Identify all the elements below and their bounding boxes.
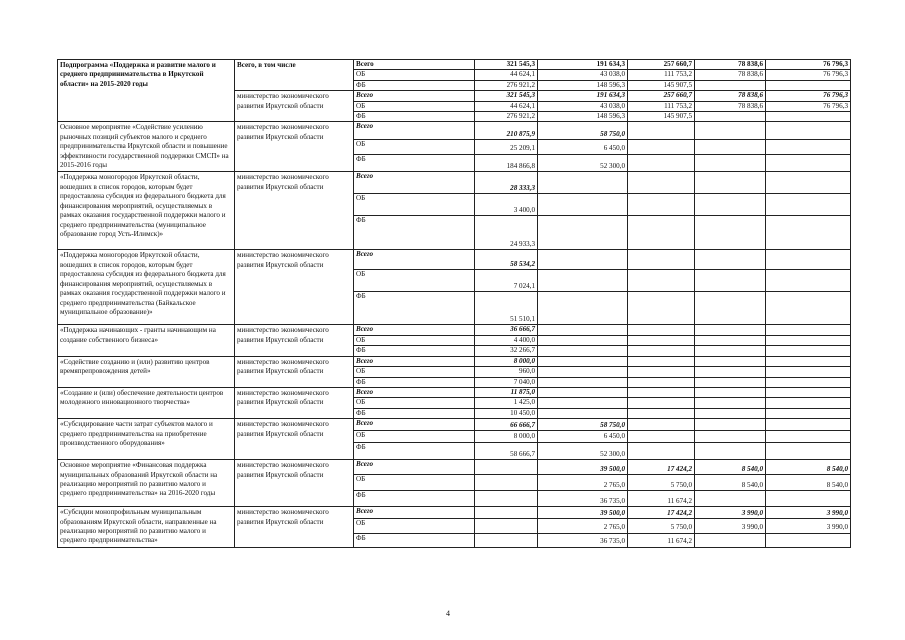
amount-cell: 58 534,2 xyxy=(475,250,538,270)
amount-cell xyxy=(766,335,851,345)
amount-cell: 257 660,7 xyxy=(628,91,695,101)
table-row xyxy=(58,507,851,519)
amount-cell xyxy=(695,533,766,547)
amount-cell: 5 750,0 xyxy=(628,475,695,491)
amount-cell xyxy=(695,216,766,250)
amount-cell xyxy=(695,377,766,387)
amount-cell xyxy=(475,519,538,533)
amount-cell: 8 540,0 xyxy=(766,460,851,475)
amount-cell: 3 400,0 xyxy=(475,194,538,216)
amount-cell xyxy=(766,112,851,122)
amount-cell xyxy=(538,377,628,387)
amount-cell xyxy=(695,154,766,172)
table-row xyxy=(58,419,851,431)
amount-cell: 8 000,0 xyxy=(475,356,538,366)
page-number: 4 xyxy=(446,609,450,618)
amount-cell xyxy=(695,356,766,366)
amount-cell: 321 545,3 xyxy=(475,91,538,101)
amount-cell xyxy=(766,398,851,408)
amount-cell xyxy=(628,122,695,140)
executor-name: министерство экономического развития Иркутской области xyxy=(235,172,354,250)
amount-cell xyxy=(695,398,766,408)
amount-cell xyxy=(538,356,628,366)
amount-cell xyxy=(628,292,695,325)
amount-cell xyxy=(538,194,628,216)
amount-cell xyxy=(695,431,766,443)
amount-cell: 43 038,0 xyxy=(538,101,628,111)
executor-name: министерство экономического развития Иркутской области xyxy=(235,325,354,356)
amount-cell xyxy=(538,250,628,270)
amount-cell xyxy=(695,122,766,140)
amount-cell xyxy=(538,270,628,292)
amount-cell xyxy=(766,443,851,460)
funding-source: ФБ xyxy=(354,216,475,250)
amount-cell xyxy=(766,172,851,194)
amount-cell: 39 500,0 xyxy=(538,507,628,519)
amount-cell: 11 674,2 xyxy=(628,533,695,547)
amount-cell: 145 907,5 xyxy=(628,80,695,90)
executor-name: Всего, в том числе xyxy=(235,60,354,91)
amount-cell xyxy=(766,216,851,250)
amount-cell: 78 838,6 xyxy=(695,70,766,80)
table-row xyxy=(58,325,851,335)
amount-cell: 36 735,0 xyxy=(538,491,628,507)
amount-cell xyxy=(695,250,766,270)
amount-cell: 4 400,0 xyxy=(475,335,538,345)
amount-cell xyxy=(766,270,851,292)
amount-cell xyxy=(695,292,766,325)
funding-source: ФБ xyxy=(354,292,475,325)
amount-cell: 8 540,0 xyxy=(766,475,851,491)
executor-name: министерство экономического развития Иркутской области xyxy=(235,356,354,387)
amount-cell xyxy=(538,325,628,335)
funding-source: Всего xyxy=(354,356,475,366)
measure-name: «Субсидии монопрофильным муниципальным образованиям Иркутской области, направленные на реализацию мероприятий по развитию малого и среднего предпринимательства» xyxy=(58,507,235,548)
executor-name: министерство экономического развития Иркутской области xyxy=(235,122,354,172)
amount-cell: 191 634,3 xyxy=(538,60,628,70)
amount-cell xyxy=(628,398,695,408)
amount-cell xyxy=(695,443,766,460)
amount-cell: 58 750,0 xyxy=(538,419,628,431)
funding-source: ОБ xyxy=(354,367,475,377)
table-row xyxy=(58,460,851,475)
amount-cell xyxy=(766,346,851,356)
funding-source: ОБ xyxy=(354,70,475,80)
amount-cell xyxy=(628,356,695,366)
amount-cell: 25 209,1 xyxy=(475,140,538,155)
amount-cell xyxy=(766,154,851,172)
amount-cell: 76 796,3 xyxy=(766,101,851,111)
amount-cell: 28 333,3 xyxy=(475,172,538,194)
amount-cell xyxy=(628,250,695,270)
amount-cell xyxy=(475,475,538,491)
amount-cell xyxy=(628,270,695,292)
budget-table-body xyxy=(58,60,851,548)
amount-cell xyxy=(766,194,851,216)
funding-source: Всего xyxy=(354,460,475,475)
amount-cell xyxy=(538,408,628,418)
amount-cell xyxy=(695,172,766,194)
funding-source: ФБ xyxy=(354,112,475,122)
amount-cell: 191 634,3 xyxy=(538,91,628,101)
amount-cell xyxy=(628,140,695,155)
table-row xyxy=(58,250,851,270)
amount-cell xyxy=(695,270,766,292)
funding-source: Всего xyxy=(354,387,475,397)
amount-cell xyxy=(766,356,851,366)
amount-cell xyxy=(766,367,851,377)
amount-cell xyxy=(628,194,695,216)
amount-cell: 10 450,0 xyxy=(475,408,538,418)
amount-cell xyxy=(628,216,695,250)
amount-cell xyxy=(766,250,851,270)
funding-source: Всего xyxy=(354,325,475,335)
amount-cell xyxy=(695,335,766,345)
amount-cell: 8 540,0 xyxy=(695,460,766,475)
table-row xyxy=(58,122,851,140)
amount-cell: 76 796,3 xyxy=(766,60,851,70)
amount-cell xyxy=(695,112,766,122)
amount-cell xyxy=(538,387,628,397)
funding-source: Всего xyxy=(354,60,475,70)
amount-cell: 51 510,1 xyxy=(475,292,538,325)
amount-cell: 5 750,0 xyxy=(628,519,695,533)
amount-cell: 7 040,0 xyxy=(475,377,538,387)
amount-cell xyxy=(538,398,628,408)
amount-cell xyxy=(475,507,538,519)
funding-source: Всего xyxy=(354,122,475,140)
measure-name: Подпрограмма «Поддержка и развитие малого и среднего предпринимательства в Иркутской области» на 2015-2020 годы xyxy=(58,60,235,122)
amount-cell xyxy=(766,377,851,387)
table-row xyxy=(58,387,851,397)
executor-name: министерство экономического развития Иркутской области xyxy=(235,419,354,460)
executor-name: министерство экономического развития Иркутской области xyxy=(235,91,354,122)
amount-cell xyxy=(766,431,851,443)
amount-cell: 2 765,0 xyxy=(538,475,628,491)
amount-cell xyxy=(695,491,766,507)
executor-name: министерство экономического развития Иркутской области xyxy=(235,387,354,418)
amount-cell: 11 674,2 xyxy=(628,491,695,507)
amount-cell xyxy=(628,172,695,194)
amount-cell: 76 796,3 xyxy=(766,70,851,80)
amount-cell: 1 425,0 xyxy=(475,398,538,408)
amount-cell: 148 596,3 xyxy=(538,80,628,90)
amount-cell: 36 735,0 xyxy=(538,533,628,547)
amount-cell xyxy=(766,325,851,335)
measure-name: «Поддержка моногородов Иркутской области, вошедших в список городов, которым будет предоставлена субсидия из федерального бюджета для финансирования мероприятий, осуществляемых в рамках оказания государственной поддержки малого и среднего предпринимательства (Байкальское муниципальное образование)» xyxy=(58,250,235,325)
measure-name: Основное мероприятие «Содействие усилению рыночных позиций субъектов малого и среднего предпринимательства Иркутской области и повышение эффективности государственной поддержки СМСП» на 2015-2016 годы xyxy=(58,122,235,172)
amount-cell xyxy=(538,335,628,345)
amount-cell xyxy=(695,346,766,356)
amount-cell xyxy=(766,533,851,547)
amount-cell: 111 753,2 xyxy=(628,101,695,111)
amount-cell xyxy=(628,377,695,387)
amount-cell: 44 624,1 xyxy=(475,101,538,111)
amount-cell: 210 875,9 xyxy=(475,122,538,140)
funding-source: ФБ xyxy=(354,533,475,547)
amount-cell xyxy=(628,419,695,431)
amount-cell xyxy=(695,419,766,431)
table-row xyxy=(58,356,851,366)
amount-cell: 3 990,0 xyxy=(695,519,766,533)
amount-cell xyxy=(766,80,851,90)
table-row xyxy=(58,60,851,70)
amount-cell: 7 024,1 xyxy=(475,270,538,292)
funding-source: ФБ xyxy=(354,491,475,507)
amount-cell: 8 540,0 xyxy=(695,475,766,491)
amount-cell: 3 990,0 xyxy=(766,519,851,533)
funding-source: ОБ xyxy=(354,398,475,408)
amount-cell xyxy=(475,491,538,507)
amount-cell xyxy=(538,172,628,194)
funding-source: Всего xyxy=(354,507,475,519)
measure-name: Основное мероприятие «Финансовая поддержка муниципальных образований Иркутской области на реализацию мероприятий по развитию малого и среднего предпринимательства» на 2016-2020 годы xyxy=(58,460,235,507)
amount-cell xyxy=(766,387,851,397)
measure-name: «Субсидирование части затрат субъектов малого и среднего предпринимательства на приобретение производственного оборудования» xyxy=(58,419,235,460)
amount-cell xyxy=(628,154,695,172)
amount-cell xyxy=(695,408,766,418)
funding-source: ОБ xyxy=(354,101,475,111)
amount-cell: 145 907,5 xyxy=(628,112,695,122)
amount-cell: 78 838,6 xyxy=(695,101,766,111)
funding-source: ФБ xyxy=(354,377,475,387)
amount-cell: 52 300,0 xyxy=(538,443,628,460)
funding-source: ОБ xyxy=(354,431,475,443)
amount-cell: 2 765,0 xyxy=(538,519,628,533)
measure-name: «Содействие созданию и (или) развитию центров времяпрепровождения детей» xyxy=(58,356,235,387)
amount-cell: 321 545,3 xyxy=(475,60,538,70)
funding-source: ОБ xyxy=(354,270,475,292)
executor-name: министерство экономического развития Иркутской области xyxy=(235,460,354,507)
amount-cell: 32 266,7 xyxy=(475,346,538,356)
funding-source: Всего xyxy=(354,250,475,270)
amount-cell xyxy=(628,346,695,356)
funding-source: ОБ xyxy=(354,140,475,155)
amount-cell: 257 660,7 xyxy=(628,60,695,70)
executor-name: министерство экономического развития Иркутской области xyxy=(235,250,354,325)
amount-cell: 36 666,7 xyxy=(475,325,538,335)
funding-source: ОБ xyxy=(354,335,475,345)
amount-cell: 111 753,2 xyxy=(628,70,695,80)
amount-cell: 276 921,2 xyxy=(475,112,538,122)
executor-name: министерство экономического развития Иркутской области xyxy=(235,507,354,548)
amount-cell: 148 596,3 xyxy=(538,112,628,122)
funding-source: ФБ xyxy=(354,154,475,172)
amount-cell xyxy=(766,491,851,507)
amount-cell xyxy=(538,367,628,377)
funding-source: ФБ xyxy=(354,80,475,90)
amount-cell: 66 666,7 xyxy=(475,419,538,431)
funding-source: Всего xyxy=(354,91,475,101)
amount-cell: 184 866,8 xyxy=(475,154,538,172)
amount-cell xyxy=(695,194,766,216)
amount-cell: 58 666,7 xyxy=(475,443,538,460)
amount-cell: 6 450,0 xyxy=(538,431,628,443)
amount-cell: 276 921,2 xyxy=(475,80,538,90)
amount-cell: 24 933,3 xyxy=(475,216,538,250)
amount-cell xyxy=(766,408,851,418)
amount-cell xyxy=(628,431,695,443)
funding-source: ОБ xyxy=(354,519,475,533)
amount-cell: 11 875,0 xyxy=(475,387,538,397)
amount-cell: 78 838,6 xyxy=(695,91,766,101)
amount-cell: 6 450,0 xyxy=(538,140,628,155)
amount-cell: 43 038,0 xyxy=(538,70,628,80)
table-row xyxy=(58,172,851,194)
amount-cell: 17 424,2 xyxy=(628,460,695,475)
amount-cell xyxy=(695,325,766,335)
amount-cell xyxy=(695,367,766,377)
funding-source: ОБ xyxy=(354,475,475,491)
amount-cell xyxy=(538,346,628,356)
measure-name: «Поддержка начинающих - гранты начинающим на создание собственного бизнеса» xyxy=(58,325,235,356)
funding-source: ОБ xyxy=(354,194,475,216)
funding-source: Всего xyxy=(354,172,475,194)
amount-cell xyxy=(628,325,695,335)
amount-cell: 39 500,0 xyxy=(538,460,628,475)
measure-name: «Создание и (или) обеспечение деятельности центров молодежного инновационного творчества» xyxy=(58,387,235,418)
amount-cell xyxy=(766,122,851,140)
amount-cell: 44 624,1 xyxy=(475,70,538,80)
amount-cell xyxy=(475,533,538,547)
funding-source: ФБ xyxy=(354,443,475,460)
funding-source: ФБ xyxy=(354,346,475,356)
funding-source: ФБ xyxy=(354,408,475,418)
amount-cell xyxy=(766,140,851,155)
amount-cell: 8 000,0 xyxy=(475,431,538,443)
amount-cell xyxy=(695,80,766,90)
amount-cell: 3 990,0 xyxy=(695,507,766,519)
amount-cell: 52 300,0 xyxy=(538,154,628,172)
amount-cell xyxy=(628,408,695,418)
amount-cell xyxy=(538,292,628,325)
amount-cell xyxy=(695,387,766,397)
amount-cell xyxy=(766,292,851,325)
amount-cell: 78 838,6 xyxy=(695,60,766,70)
amount-cell xyxy=(766,419,851,431)
amount-cell xyxy=(475,460,538,475)
amount-cell: 17 424,2 xyxy=(628,507,695,519)
amount-cell: 960,0 xyxy=(475,367,538,377)
budget-table xyxy=(57,59,851,548)
funding-source: Всего xyxy=(354,419,475,431)
measure-name: «Поддержка моногородов Иркутской области, вошедших в список городов, которым будет предоставлена субсидия из федерального бюджета для финансирования мероприятий, осуществляемых в рамках оказания государственной поддержки малого и среднего предпринимательства (муниципальное образование город Усть-Илимск)» xyxy=(58,172,235,250)
amount-cell: 76 796,3 xyxy=(766,91,851,101)
amount-cell xyxy=(538,216,628,250)
amount-cell xyxy=(628,367,695,377)
amount-cell: 3 990,0 xyxy=(766,507,851,519)
amount-cell xyxy=(628,387,695,397)
amount-cell xyxy=(628,335,695,345)
amount-cell: 58 750,0 xyxy=(538,122,628,140)
amount-cell xyxy=(695,140,766,155)
amount-cell xyxy=(628,443,695,460)
